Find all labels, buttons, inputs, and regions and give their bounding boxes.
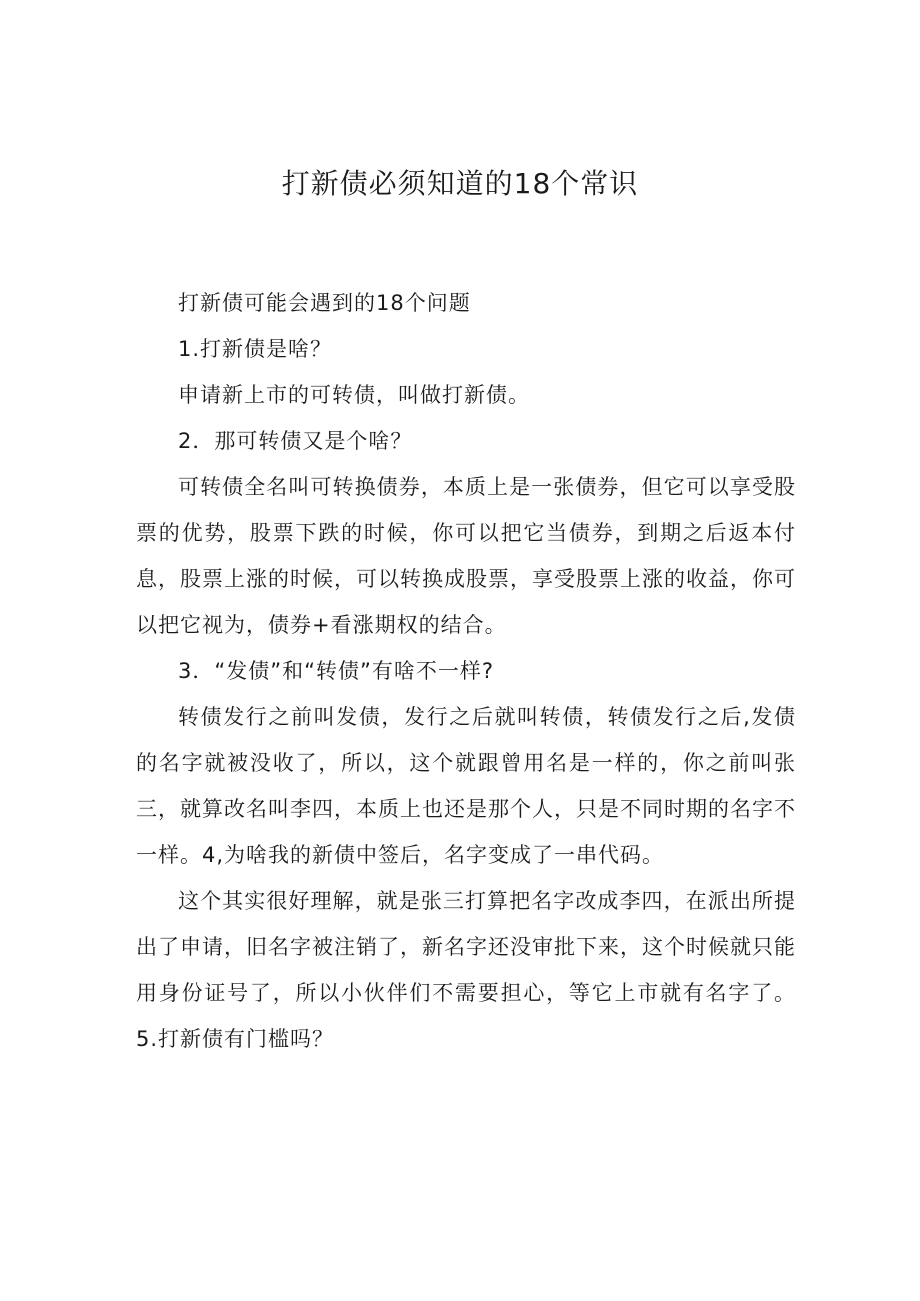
answer-3: 转债发行之前叫发债，发行之后就叫转债，转债发行之后,发债的名字就被没收了，所以，这个就跟曾用名是一样的，你之前叫张三，就算改名叫李四，本质上也还是那个人，只是不同时期的名字不一样。4,为啥我的新债中签后，名字变成了一串代码。 <box>136 705 796 867</box>
document-title: 打新债必须知道的18个常识 <box>281 167 639 200</box>
question-1-heading: 1.打新债是啥？ <box>178 337 333 361</box>
answer-4: 这个其实很好理解，就是张三打算把名字改成李四，在派出所提出了申请，旧名字被注销了，新名字还没审批下来，这个时候就只能用身份证号了，所以小伙伴们不需要担心，等它上市就有名字了。5.打新债有门槛吗？ <box>136 889 796 1051</box>
answer-2: 可转债全名叫可转换债券，本质上是一张债券，但它可以享受股票的优势，股票下跌的时候，你可以把它当债券，到期之后返本付息，股票上涨的时候，可以转换成股票，享受股票上涨的收益，你可以把它视为，债券+看涨期权的结合。 <box>136 475 796 637</box>
question-2-heading: 2．那可转债又是个啥？ <box>178 429 413 453</box>
paragraph-intro: 打新债可能会遇到的18个问题 <box>178 291 471 315</box>
document-body <box>136 280 796 1062</box>
answer-1: 申请新上市的可转债，叫做打新债。 <box>178 383 530 407</box>
question-3-heading: 3．“发债”和“转债”有啥不一样? <box>178 659 495 683</box>
